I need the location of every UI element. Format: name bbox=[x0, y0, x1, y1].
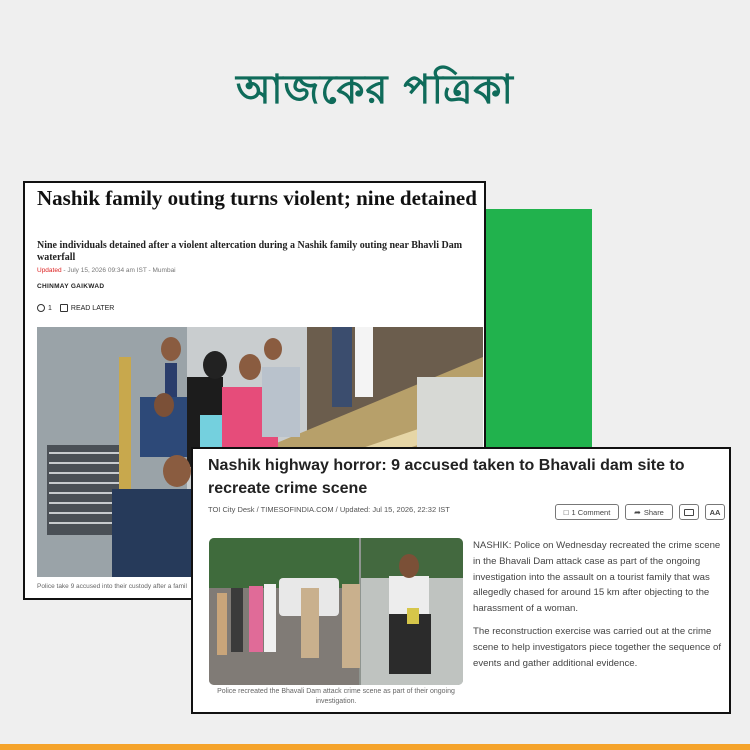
bookmark-icon bbox=[60, 304, 68, 312]
article-meta bbox=[37, 267, 176, 274]
article-actions bbox=[37, 304, 114, 312]
photo-caption: Police take 9 accused into their custody after a famil bbox=[37, 583, 187, 590]
updated-label: Updated bbox=[37, 267, 62, 274]
comment-icon: □ bbox=[563, 507, 569, 517]
dateline: - July 15, 2026 09:34 am IST - Mumbai bbox=[61, 267, 176, 274]
read-later-label: READ LATER bbox=[70, 304, 115, 312]
body-paragraph: NASHIK: Police on Wednesday recreated the crime scene in the Bhavali Dam attack case as part of the ongoing investigation into the assault on a tourist family that was allegedly chased for around 15 km after objecting to the harassment of a woman. bbox=[473, 540, 721, 615]
printer-icon bbox=[684, 509, 694, 516]
read-later-button[interactable] bbox=[60, 304, 114, 312]
headline[interactable]: Nashik highway horror: 9 accused taken to Bhavali dam site to recreate crime scene bbox=[208, 457, 685, 497]
photo-caption: Police recreated the Bhavali Dam attack crime scene as part of their ongoing investigation. bbox=[217, 688, 455, 705]
brand-logo: আজকের পত্রিকা bbox=[236, 66, 514, 113]
comment-count-button[interactable] bbox=[37, 304, 52, 312]
share-label: Share bbox=[643, 507, 664, 517]
print-button[interactable] bbox=[679, 504, 699, 520]
author-name[interactable]: CHINMAY GAIKWAD bbox=[37, 283, 105, 290]
text-size-button[interactable] bbox=[705, 504, 725, 520]
text-size-label: AA bbox=[709, 507, 721, 517]
bottom-accent-bar bbox=[0, 744, 750, 750]
comment-count: 1 bbox=[48, 304, 52, 312]
headline[interactable]: Nashik family outing turns violent; nine detained bbox=[37, 186, 477, 210]
article-meta: TOI City Desk / TIMESOFINDIA.COM / Updated: Jul 15, 2026, 22:32 IST bbox=[208, 505, 450, 514]
comment-button[interactable] bbox=[555, 504, 619, 520]
subheadline: Nine individuals detained after a violent altercation during a Nashik family outing near Bhavli Dam waterfall bbox=[37, 240, 463, 263]
article-photo bbox=[209, 538, 463, 685]
body-paragraph: The reconstruction exercise was carried out at the crime scene to help investigators piece together the sequence of events and gather additional evidence. bbox=[473, 625, 722, 669]
article-body bbox=[473, 538, 723, 678]
share-button[interactable] bbox=[625, 504, 673, 520]
decorative-green-block bbox=[480, 209, 592, 449]
comment-bubble-icon bbox=[37, 304, 45, 312]
comment-label: 1 Comment bbox=[571, 507, 611, 517]
share-icon: ➦ bbox=[634, 507, 641, 517]
news-card-secondary bbox=[191, 447, 731, 714]
